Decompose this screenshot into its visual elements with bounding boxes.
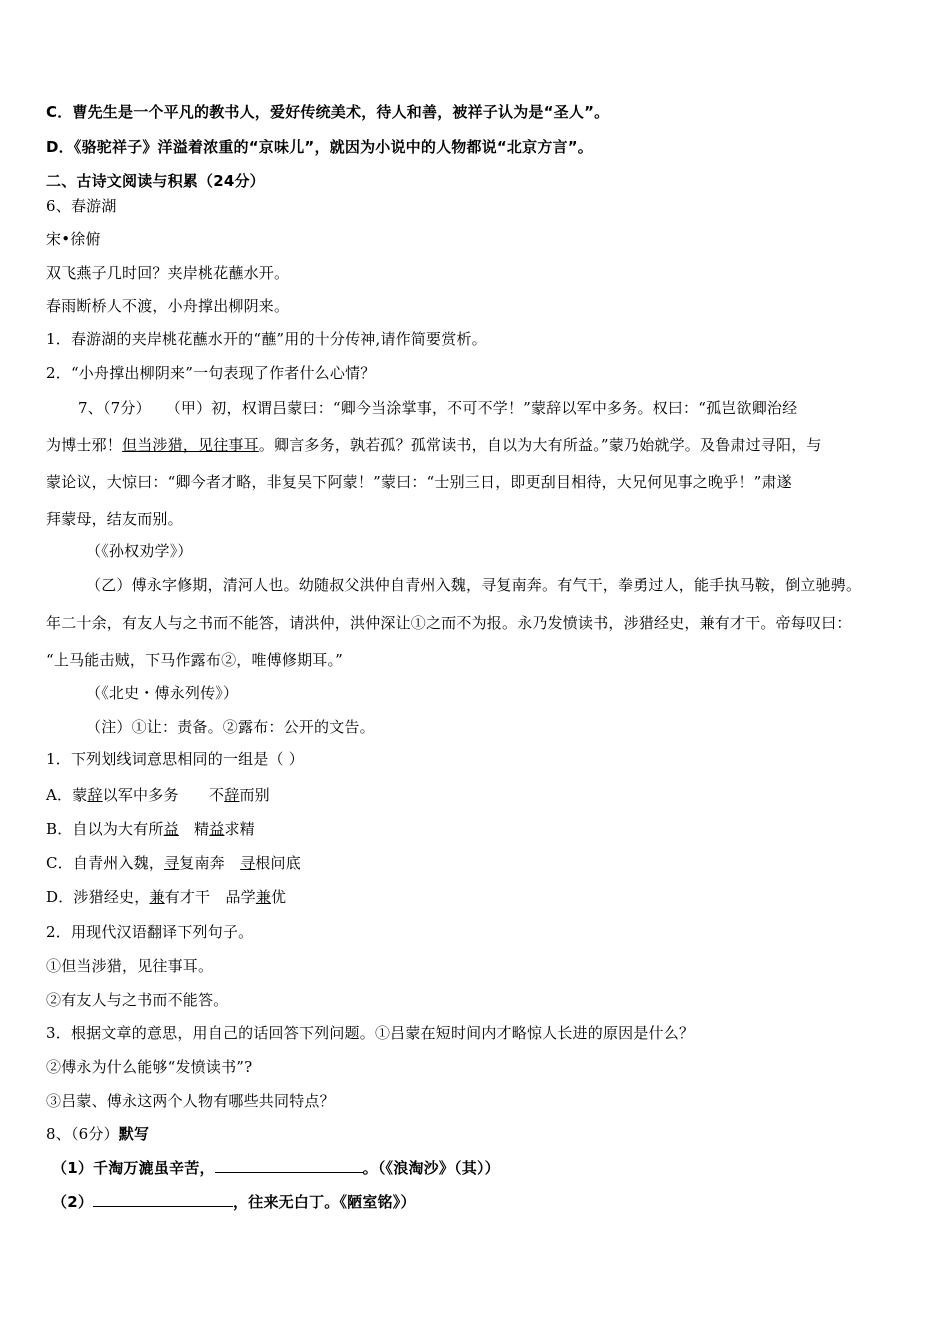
option-text: 求精 bbox=[224, 820, 255, 838]
underlined-word: 寻 bbox=[240, 854, 256, 872]
option-c: C．曹先生是一个平凡的教书人，爱好传统美术，待人和善，被祥子认为是“圣人”。 bbox=[46, 103, 610, 121]
option-text: C．自青州入魏， bbox=[46, 854, 165, 872]
q6-author: 宋•徐俯 bbox=[46, 230, 101, 248]
passage-text: 为博士邪！ bbox=[46, 436, 123, 454]
q8-heading bbox=[46, 1124, 149, 1144]
option-d bbox=[46, 887, 286, 907]
answer-blank[interactable] bbox=[215, 1158, 363, 1173]
option-text: 而别 bbox=[239, 786, 270, 804]
q6-sub2: 2．“小舟撑出柳阴来”一句表现了作者什么心情？ bbox=[46, 364, 376, 382]
q8-title: 默写 bbox=[118, 1125, 150, 1143]
passage-text: （甲）初，权谓吕蒙曰：“卿今当涂掌事，不可不学！”蒙辞以军中多务。权曰：“孤岂欲卿治经 bbox=[165, 399, 798, 417]
option-text: 精 bbox=[178, 820, 210, 838]
item-text: 。（《浪淘沙》（其）） bbox=[362, 1159, 500, 1177]
option-b bbox=[46, 819, 255, 839]
q8-item2 bbox=[52, 1192, 416, 1212]
item-text: （1）千淘万漉虽辛苦， bbox=[52, 1159, 215, 1177]
q7-jia-line4: 拜蒙母，结友而别。 bbox=[46, 510, 183, 528]
q7-note: （注）①让：责备。②露布：公开的文告。 bbox=[86, 718, 375, 736]
q6-sub1: 1．春游湖的夹岸桃花蘸水开的“蘸”用的十分传神,请作简要赏析。 bbox=[46, 330, 487, 348]
option-text: 以军中多务 不 bbox=[102, 786, 225, 804]
underlined-word: 益 bbox=[209, 820, 225, 838]
q8-label: 8、（6分） bbox=[46, 1125, 119, 1143]
poem-line: 春雨断桥人不渡，小舟撑出柳阴来。 bbox=[46, 297, 290, 315]
q7-yi-line2: 年二十余，有友人与之书而不能答，请洪仲，洪仲深让①之而不为报。永乃发愤读书，涉猎经史，兼有才干。帝每叹曰： bbox=[46, 614, 852, 632]
option-text: 根问底 bbox=[255, 854, 301, 872]
q7-sub3-s2: ②傅永为什么能够“发愤读书”? bbox=[46, 1058, 253, 1076]
underlined-word: 寻 bbox=[164, 854, 180, 872]
q7-yi-source: （《北史・傅永列传》） bbox=[86, 684, 239, 702]
underlined-sentence: 但当涉猎，见往事耳 bbox=[122, 436, 259, 454]
poem-line: 双飞燕子几时回？夹岸桃花蘸水开。 bbox=[46, 264, 290, 282]
option-text: B．自以为大有所 bbox=[46, 820, 164, 838]
option-text: 复南奔 bbox=[179, 854, 241, 872]
q7-yi-line3: “上马能击贼，下马作露布②，唯傅修期耳。” bbox=[46, 651, 344, 669]
option-d: D．《骆驼祥子》洋溢着浓重的“京味儿”，就因为小说中的人物都说“北京方言”。 bbox=[46, 138, 593, 156]
q7-sub2: 2．用现代汉语翻译下列句子。 bbox=[46, 923, 254, 941]
option-c bbox=[46, 853, 301, 873]
underlined-word: 辞 bbox=[224, 786, 240, 804]
q7-sub2-s2: ②有友人与之书而不能答。 bbox=[46, 991, 229, 1009]
underlined-word: 兼 bbox=[149, 888, 165, 906]
option-text: A．蒙 bbox=[46, 786, 88, 804]
item-text: ，往来无白丁。《陋室铭》） bbox=[233, 1193, 416, 1211]
q7-jia-line1 bbox=[78, 398, 797, 418]
passage-text: 。卿言多务，孰若孤？孤常读书，自以为大有所益。”蒙乃始就学。及鲁肃过寻阳，与 bbox=[258, 436, 822, 454]
q7-sub3: 3．根据文章的意思，用自己的话回答下列问题。①吕蒙在短时间内才略惊人长进的原因是什么？ bbox=[46, 1024, 695, 1042]
q7-sub1: 1．下列划线词意思相同的一组是（ ） bbox=[46, 750, 304, 768]
section-heading: 二、古诗文阅读与积累（24分） bbox=[46, 172, 265, 190]
option-text: D．涉猎经史， bbox=[46, 888, 150, 906]
q7-jia-line3: 蒙论议，大惊曰：“卿今者才略，非复吴下阿蒙！”蒙曰：“士别三日，即更刮目相待，大兄何见事之晚乎！”肃遂 bbox=[46, 473, 792, 491]
q7-sub3-s3: ③吕蒙、傅永这两个人物有哪些共同特点？ bbox=[46, 1092, 335, 1110]
q7-sub2-s1: ①但当涉猎，见往事耳。 bbox=[46, 957, 214, 975]
option-text: 优 bbox=[271, 888, 287, 906]
q7-jia-line2 bbox=[46, 435, 822, 455]
q7-yi-line1: （乙）傅永字修期，清河人也。幼随叔父洪仲自青州入魏，寻复南奔。有气干，拳勇过人，能手执马鞍，倒立驰骋。 bbox=[86, 576, 862, 594]
item-text: （2） bbox=[52, 1193, 94, 1211]
underlined-word: 辞 bbox=[87, 786, 103, 804]
option-text: 有才干 品学 bbox=[164, 888, 256, 906]
q7-label: 7、（7分） bbox=[78, 399, 151, 417]
underlined-word: 兼 bbox=[255, 888, 272, 906]
option-a bbox=[46, 785, 270, 805]
q7-jia-source: （《孙权劝学》） bbox=[86, 542, 193, 560]
q6-title: 6、春游湖 bbox=[46, 197, 117, 215]
underlined-word: 益 bbox=[163, 820, 179, 838]
answer-blank[interactable] bbox=[93, 1192, 233, 1207]
q8-item1 bbox=[52, 1158, 500, 1178]
